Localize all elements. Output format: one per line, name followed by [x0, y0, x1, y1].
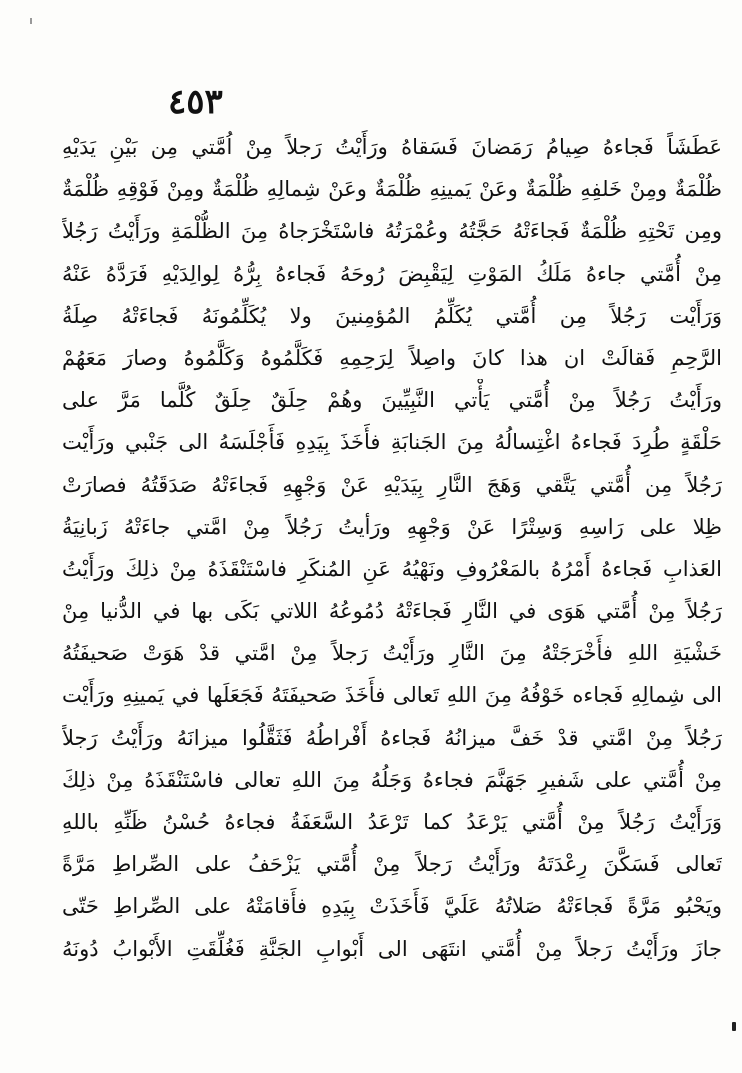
text-line: رَجُلاً مِن أُمَّتي يَتَّقي وَهَجَ النَّارِ بِيَدَيْهِ عَنْ وَجْهِهِ فَجاءَتْهُ صَدَقَتُهُ فصارَتْ [62, 472, 722, 497]
text-line: العَذابِ فَجاءهُ أَمْرُهُ بالمَعْرُوفِ ونَهْيُهُ عَنِ المُنكَرِ فاسْتَنْقَذَهُ مِنْ ذلِكَ ورَأَيْتُ [62, 556, 722, 581]
arabic-text-block [62, 126, 722, 970]
text-line: حَلْقَةٍ طُرِدَ فَجاءهُ اغْتِسالُهُ مِنَ الجَنابَةِ فأَخَذَ بِيَدِهِ فَأَجْلَسَهُ الى جَنْبي ورَأَيْت [62, 430, 722, 455]
text-line: الرَّحِمِ فَقالَتْ ان هذا كانَ واصِلاً لِرَحِمِهِ فَكَلَّمُوهُ وَكَلَّمُوهُ وصارَ مَعَهُمْ [62, 345, 722, 370]
text-line: ظِلا على رَاسِهِ وَسِتْرًا عَنْ وَجْهِهِ ورَأيتُ رَجُلاً مِنْ امَّتي جاءَتْهُ زَبانِيَةُ [62, 514, 722, 539]
text-line: مِنْ أُمَّتي على شَفيرِ جَهَنَّمَ فجاءهُ وَجَلُهُ مِنَ اللهِ تعالى فاسْتَنْقَذَهُ مِنْ ذلِكَ [62, 767, 722, 792]
text-line: رَجُلاً مِنْ امَّتي قدْ خَفَّ ميزانُهُ فَجاءهُ أَفْراطُهُ فَثَقَّلُوا ميزانَهُ ورَأَيْتُ رَجلاً [62, 725, 722, 750]
text-line: الى شِمالِهِ فَجاءه خَوْفُهُ مِنَ اللهِ تَعالى فأَخَذَ صَحيفَتَهُ فَجَعَلَها في يَمينِهِ ورَأَيْت [62, 683, 722, 708]
page-number: ٤٥٣ [168, 82, 223, 122]
text-line: تَعالى فَسَكَّنَ رِعْدَتَهُ ورَأَيْتُ رَجلاً مِنْ أُمَّتي يَزْحَفُ على الصِّراطِ مَرَّةً [62, 852, 722, 877]
text-line: رَجُلاً مِنْ أُمَّتي هَوَى في النَّارِ فَجاءَتْهُ دُمُوعُهُ اللاتي بَكَى بها في الدُّنيا مِنْ [62, 599, 722, 624]
text-line: وَرَأَيْتُ رَجُلاً مِنْ أُمَّتي يَرْعَدُ كما تَرْعَدُ السَّعَفَةُ فجاءهُ حُسْنُ ظَنِّهِ باللهِ [62, 810, 722, 834]
text-line: ويَحْبُو مَرَّةً فَجاءَتْهُ صَلاتُهُ عَلَيَّ فَأَخَذَتْ بِيَدِهِ فأَقامَتْهُ على الصِّراطِ حَتّى [62, 894, 722, 919]
scan-edge-mark [732, 1022, 736, 1031]
text-line: مِنْ أُمَّتي جاءهُ مَلَكُ المَوْتِ لِيَقْبِضَ رُوحَهُ فَجاءهُ بِرُّهُ لِوالِدَيْهِ فَرَدَّهُ عَنْهُ [62, 261, 722, 286]
scan-speck [30, 18, 32, 24]
text-line: ورَأَيْتُ رَجُلاً مِنْ أُمَّتي يَأْتي النَّبِيِّينَ وهُمْ حِلَقٌ حِلَقٌ كُلَّما مَرَّ على [62, 388, 722, 413]
text-line: وَرَأَيْت رَجُلاً مِن أُمَّتي يُكَلِّمُ المُؤمِنينَ ولا يُكَلِّمُونَهُ فَجاءَتْهُ صِلَةُ [62, 303, 722, 328]
text-line: عَطَشَاً فَجاءهُ صِيامُ رَمَضانَ فَسَقاهُ ورَأَيْتُ رَجلاً مِنْ اُمَّتي مِن بَيْنِ يَدَيْهِ [62, 135, 722, 159]
text-line: خَشْيَةِ اللهِ فأَخْرَجَتْهُ مِنَ النَّارِ ورَأَيْتُ رَجلاً مِنْ امَّتي قدْ هَوَتْ صَحيفَتُهُ [62, 641, 722, 666]
text-line: ظُلْمَةٌ ومِنْ خَلفِهِ ظُلْمَةٌ وعَنْ يَمينِهِ ظُلْمَةٌ وعَنْ شِمالِهِ ظُلْمَةٌ ومِنْ فَوْقِهِ ظُلْمَةٌ [62, 177, 722, 202]
text-line: جازَ ورَأَيْتُ رَجلاً مِنْ أُمَّتي انتَهَى الى أَبْوابِ الجَنَّةِ فَغُلِّقَتِ الأَبْوابُ دُونَهُ [62, 936, 722, 961]
text-line: ومِن تَحْتِهِ ظُلْمَةٌ فَجاءَتْهُ حَجَّتُهُ وعُمْرَتُهُ فاسْتَخْرَجاهُ مِنَ الظُّلْمَةِ ورَأَيْتُ رَجُلاً [62, 219, 722, 244]
